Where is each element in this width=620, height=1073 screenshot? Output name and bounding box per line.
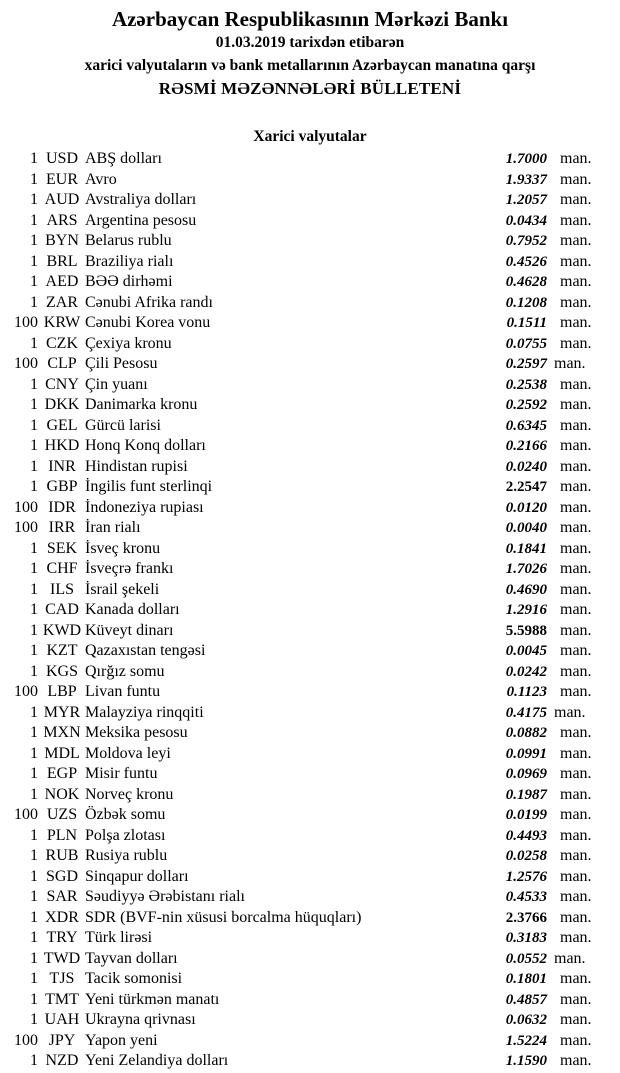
unit-label: man. bbox=[560, 888, 592, 905]
exchange-rate: 0.0755 bbox=[505, 335, 547, 352]
exchange-rate: 0.0552 bbox=[505, 950, 547, 967]
currency-code: TJS bbox=[49, 970, 75, 987]
table-row bbox=[0, 641, 620, 662]
quantity: 1 bbox=[30, 785, 38, 803]
currency-name: Türk lirəsi bbox=[85, 929, 153, 946]
unit-label: man. bbox=[560, 273, 592, 290]
currency-name: Qazaxıstan tengəsi bbox=[85, 642, 206, 659]
exchange-rate: 1.2576 bbox=[505, 868, 547, 885]
currency-name: Tacik somonisi bbox=[85, 970, 183, 987]
exchange-rate: 0.4857 bbox=[505, 991, 547, 1008]
exchange-rate: 0.1511 bbox=[506, 315, 547, 331]
currency-name: Çili Pesosu bbox=[85, 355, 158, 372]
currency-name: Çin yuanı bbox=[85, 375, 148, 393]
table-row bbox=[0, 190, 620, 211]
currency-name: İsveç kronu bbox=[85, 539, 161, 557]
currency-code: BRL bbox=[46, 252, 78, 270]
quantity: 100 bbox=[14, 498, 38, 516]
exchange-rate: 1.7000 bbox=[505, 151, 547, 167]
currency-code: SEK bbox=[46, 539, 78, 557]
table-row bbox=[0, 211, 620, 232]
unit-label: man. bbox=[554, 949, 586, 967]
currency-name: Yeni türkmən manatı bbox=[85, 990, 220, 1008]
currency-name: Qırğız somu bbox=[85, 662, 165, 680]
table-row bbox=[0, 498, 620, 519]
unit-label: man. bbox=[560, 908, 592, 926]
quantity: 1 bbox=[30, 908, 38, 926]
exchange-rate: 0.0045 bbox=[505, 643, 547, 659]
table-row bbox=[0, 559, 620, 580]
table-row bbox=[0, 149, 620, 170]
unit-label: man. bbox=[560, 765, 592, 782]
currency-name: Gürcü larisi bbox=[85, 416, 161, 434]
currency-code: KZT bbox=[46, 642, 78, 659]
unit-label: man. bbox=[560, 1011, 592, 1028]
currency-code: IRR bbox=[48, 519, 76, 536]
quantity: 100 bbox=[14, 806, 38, 823]
table-row bbox=[0, 887, 620, 908]
currency-name: Çexiya kronu bbox=[85, 334, 172, 352]
quantity: 1 bbox=[30, 662, 38, 680]
quantity: 1 bbox=[30, 416, 38, 434]
quantity: 100 bbox=[14, 683, 38, 700]
unit-label: man. bbox=[560, 929, 592, 946]
currency-name: Danimarka kronu bbox=[85, 396, 198, 413]
currency-code: ZAR bbox=[46, 293, 78, 311]
table-row bbox=[0, 723, 620, 744]
currency-name: Argentina pesosu bbox=[85, 211, 197, 229]
currency-code: MXN bbox=[43, 724, 81, 741]
quantity: 1 bbox=[30, 211, 38, 229]
currency-code: UZS bbox=[46, 806, 78, 823]
table-row bbox=[0, 252, 620, 273]
currency-code: SAR bbox=[46, 888, 78, 905]
exchange-rate: 0.0199 bbox=[505, 807, 547, 823]
currency-code: XDR bbox=[45, 908, 79, 926]
currency-name: Meksika pesosu bbox=[85, 724, 188, 741]
currency-name: Cənubi Korea vonu bbox=[85, 314, 211, 331]
unit-label: man. bbox=[560, 437, 592, 454]
exchange-rate: 2.3766 bbox=[505, 909, 547, 926]
exchange-rate: 0.0258 bbox=[505, 848, 547, 864]
unit-label: man. bbox=[560, 293, 592, 311]
table-row bbox=[0, 580, 620, 601]
unit-label: man. bbox=[560, 519, 592, 536]
exchange-rate: 0.1123 bbox=[506, 684, 547, 700]
exchange-rate: 0.4690 bbox=[505, 581, 547, 598]
exchange-rate: 0.4175 bbox=[505, 704, 547, 721]
quantity: 1 bbox=[30, 1011, 38, 1028]
exchange-rate: 0.7952 bbox=[505, 233, 547, 249]
quantity: 1 bbox=[30, 642, 38, 659]
currency-code: SGD bbox=[45, 867, 78, 885]
bulletin-title: RƏSMİ MƏZƏNNƏLƏRİ BÜLLETENİ bbox=[158, 79, 462, 98]
quantity: 1 bbox=[30, 232, 38, 249]
table-row bbox=[0, 231, 620, 252]
currency-code: DKK bbox=[44, 396, 80, 413]
unit-label: man. bbox=[560, 580, 592, 598]
currency-name: Yapon yeni bbox=[85, 1031, 158, 1049]
table-row bbox=[0, 313, 620, 334]
table-row bbox=[0, 436, 620, 457]
table-row bbox=[0, 375, 620, 396]
quantity: 1 bbox=[30, 437, 38, 454]
quantity: 1 bbox=[30, 478, 38, 495]
quantity: 100 bbox=[14, 1031, 38, 1049]
exchange-rate: 0.0969 bbox=[505, 766, 547, 782]
currency-code: JPY bbox=[48, 1031, 76, 1049]
bank-title: Azərbaycan Respublikasının Mərkəzi Bankı bbox=[111, 7, 509, 31]
currency-code: CLP bbox=[47, 355, 77, 372]
currency-name: Norveç kronu bbox=[85, 785, 174, 803]
unit-label: man. bbox=[560, 970, 592, 987]
exchange-rate: 0.4526 bbox=[505, 253, 547, 270]
quantity: 1 bbox=[30, 375, 38, 393]
exchange-rate: 0.4493 bbox=[505, 827, 547, 844]
table-row bbox=[0, 990, 620, 1011]
unit-label: man. bbox=[560, 560, 592, 577]
currency-name: Səudiyyə Ərəbistanı rialı bbox=[85, 888, 245, 905]
table-row bbox=[0, 477, 620, 498]
exchange-rate: 0.2592 bbox=[505, 397, 547, 413]
exchange-rate: 0.0882 bbox=[505, 725, 547, 741]
exchange-rate: 0.0040 bbox=[505, 520, 547, 536]
unit-label: man. bbox=[560, 170, 592, 188]
quantity: 1 bbox=[30, 1052, 38, 1069]
quantity: 1 bbox=[30, 703, 38, 721]
table-row bbox=[0, 170, 620, 191]
table-row bbox=[0, 928, 620, 949]
currency-code: KWD bbox=[42, 621, 82, 639]
quantity: 1 bbox=[30, 293, 38, 311]
quantity: 100 bbox=[14, 314, 38, 331]
exchange-rate: 0.1208 bbox=[505, 294, 547, 311]
table-row bbox=[0, 518, 620, 539]
table-row bbox=[0, 416, 620, 437]
unit-label: man. bbox=[560, 478, 592, 495]
currency-name: Hindistan rupisi bbox=[85, 457, 188, 475]
table-row bbox=[0, 457, 620, 478]
currency-name: Moldova leyi bbox=[85, 744, 171, 762]
quantity: 1 bbox=[30, 539, 38, 557]
currency-name: Misir funtu bbox=[85, 765, 158, 782]
currency-code: KRW bbox=[43, 314, 81, 331]
quantity: 1 bbox=[30, 724, 38, 741]
unit-label: man. bbox=[560, 1052, 592, 1069]
exchange-rate: 0.6345 bbox=[505, 417, 547, 434]
unit-label: man. bbox=[554, 355, 586, 372]
table-row bbox=[0, 682, 620, 703]
quantity: 1 bbox=[30, 580, 38, 598]
unit-label: man. bbox=[560, 539, 592, 557]
exchange-rate: 1.7026 bbox=[505, 561, 547, 577]
table-row bbox=[0, 826, 620, 847]
exchange-rate: 0.2538 bbox=[505, 376, 547, 393]
quantity: 1 bbox=[30, 170, 38, 188]
table-row bbox=[0, 662, 620, 683]
currency-name: İran rialı bbox=[85, 519, 141, 536]
currency-code: CNY bbox=[45, 375, 79, 393]
currency-code: GEL bbox=[46, 416, 78, 434]
currency-code: AUD bbox=[44, 191, 80, 208]
quantity: 1 bbox=[30, 191, 38, 208]
quantity: 1 bbox=[30, 150, 38, 167]
exchange-rate: 0.0120 bbox=[505, 499, 547, 516]
currency-name: Honq Konq dolları bbox=[85, 437, 206, 454]
exchange-rate: 1.9337 bbox=[505, 171, 547, 188]
table-row bbox=[0, 293, 620, 314]
exchange-rate: 1.2916 bbox=[505, 602, 547, 618]
table-row bbox=[0, 354, 620, 375]
currency-code: BYN bbox=[45, 232, 79, 249]
currency-name: Ukrayna qrivnası bbox=[85, 1011, 196, 1028]
exchange-rate: 0.2597 bbox=[505, 356, 547, 372]
quantity: 1 bbox=[30, 252, 38, 270]
unit-label: man. bbox=[560, 191, 592, 208]
currency-name: Yeni Zelandiya dolları bbox=[85, 1052, 229, 1069]
quantity: 1 bbox=[30, 601, 38, 618]
quantity: 1 bbox=[30, 334, 38, 352]
table-row bbox=[0, 1051, 620, 1072]
currency-code: TWD bbox=[43, 949, 81, 967]
unit-label: man. bbox=[560, 416, 592, 434]
unit-label: man. bbox=[560, 785, 592, 803]
currency-name: İsveçrə frankı bbox=[85, 560, 174, 577]
table-row bbox=[0, 703, 620, 724]
currency-code: MYR bbox=[43, 703, 81, 721]
quantity: 1 bbox=[30, 744, 38, 762]
unit-label: man. bbox=[560, 724, 592, 741]
table-row bbox=[0, 949, 620, 970]
currency-code: CAD bbox=[45, 601, 79, 618]
exchange-rate: 0.0991 bbox=[505, 745, 547, 762]
currency-code: CHF bbox=[46, 560, 78, 577]
currency-name: Cənubi Afrika randı bbox=[85, 293, 213, 311]
quantity: 1 bbox=[30, 457, 38, 475]
unit-label: man. bbox=[560, 867, 592, 885]
currency-name: BƏƏ dirhəmi bbox=[85, 273, 173, 290]
currency-code: PLN bbox=[46, 826, 78, 844]
exchange-rate: 0.1987 bbox=[505, 786, 547, 803]
table-row bbox=[0, 744, 620, 765]
currency-name: Avstraliya dolları bbox=[85, 191, 197, 208]
currency-name: Özbək somu bbox=[85, 806, 166, 823]
quantity: 1 bbox=[30, 396, 38, 413]
currency-name: Braziliya rialı bbox=[85, 252, 174, 270]
unit-label: man. bbox=[560, 150, 592, 167]
quantity: 100 bbox=[14, 355, 38, 372]
rates-table bbox=[0, 149, 620, 1072]
exchange-rate: 1.1590 bbox=[505, 1053, 547, 1069]
table-row bbox=[0, 1031, 620, 1052]
exchange-rate: 0.1841 bbox=[505, 540, 547, 557]
currency-code: EUR bbox=[46, 170, 78, 188]
currency-code: RUB bbox=[45, 847, 79, 864]
quantity: 1 bbox=[30, 949, 38, 967]
effective-date: 01.03.2019 tarixdən etibarən bbox=[215, 34, 405, 51]
currency-code: USD bbox=[45, 150, 78, 167]
unit-label: man. bbox=[560, 744, 592, 762]
currency-code: AED bbox=[45, 273, 79, 290]
currency-code: UAH bbox=[44, 1011, 80, 1028]
currency-code: KGS bbox=[45, 662, 78, 680]
unit-label: man. bbox=[560, 232, 592, 249]
bulletin-subtitle: xarici valyutaların və bank metallarının Azərbaycan manatına qarşı bbox=[84, 57, 536, 74]
currency-name: Tayvan dolları bbox=[85, 949, 178, 967]
table-row bbox=[0, 539, 620, 560]
currency-name: Polşa zlotası bbox=[85, 826, 166, 844]
table-row bbox=[0, 805, 620, 826]
table-row bbox=[0, 600, 620, 621]
currency-name: Livan funtu bbox=[85, 683, 161, 700]
currency-code: EGP bbox=[46, 765, 78, 782]
unit-label: man. bbox=[560, 1031, 592, 1049]
table-row bbox=[0, 908, 620, 929]
section-title-foreign-currencies: Xarici valyutalar bbox=[253, 128, 367, 145]
currency-name: SDR (BVF-nin xüsusi borcalma hüquqları) bbox=[85, 908, 362, 926]
currency-code: MDL bbox=[44, 744, 80, 762]
currency-name: Kanada dolları bbox=[85, 601, 180, 618]
quantity: 1 bbox=[30, 867, 38, 885]
unit-label: man. bbox=[560, 683, 592, 700]
table-row bbox=[0, 334, 620, 355]
exchange-rate: 5.5988 bbox=[505, 622, 547, 639]
exchange-rate: 0.1801 bbox=[505, 971, 547, 987]
currency-code: GBP bbox=[46, 478, 78, 495]
table-row bbox=[0, 785, 620, 806]
currency-name: Rusiya rublu bbox=[85, 847, 168, 864]
unit-label: man. bbox=[560, 847, 592, 864]
currency-code: INR bbox=[48, 457, 76, 475]
table-row bbox=[0, 395, 620, 416]
quantity: 1 bbox=[30, 826, 38, 844]
currency-code: NOK bbox=[44, 785, 80, 803]
exchange-rate: 0.3183 bbox=[505, 930, 547, 946]
exchange-rate: 0.4533 bbox=[505, 889, 547, 905]
currency-name: İsrail şekeli bbox=[85, 580, 160, 598]
table-row bbox=[0, 1010, 620, 1031]
unit-label: man. bbox=[560, 662, 592, 680]
currency-name: İngilis funt sterlinqi bbox=[85, 478, 213, 495]
unit-label: man. bbox=[560, 252, 592, 270]
exchange-rate: 0.0434 bbox=[505, 212, 547, 229]
currency-name: ABŞ dolları bbox=[85, 150, 162, 167]
quantity: 1 bbox=[30, 765, 38, 782]
table-row bbox=[0, 764, 620, 785]
unit-label: man. bbox=[560, 457, 592, 475]
currency-code: IDR bbox=[48, 498, 76, 516]
unit-label: man. bbox=[554, 703, 586, 721]
currency-name: Küveyt dinarı bbox=[85, 621, 174, 639]
currency-code: ARS bbox=[46, 211, 78, 229]
exchange-rate: 0.0632 bbox=[505, 1012, 547, 1028]
unit-label: man. bbox=[560, 314, 592, 331]
unit-label: man. bbox=[560, 806, 592, 823]
unit-label: man. bbox=[560, 375, 592, 393]
exchange-rate: 0.4628 bbox=[505, 274, 547, 290]
unit-label: man. bbox=[560, 334, 592, 352]
currency-code: CZK bbox=[46, 334, 78, 352]
unit-label: man. bbox=[560, 396, 592, 413]
unit-label: man. bbox=[560, 826, 592, 844]
unit-label: man. bbox=[560, 601, 592, 618]
quantity: 1 bbox=[30, 990, 38, 1008]
quantity: 1 bbox=[30, 929, 38, 946]
unit-label: man. bbox=[560, 990, 592, 1008]
exchange-rate: 1.2057 bbox=[505, 192, 547, 208]
exchange-rate: 2.2547 bbox=[505, 479, 547, 495]
table-row bbox=[0, 867, 620, 888]
currency-code: TMT bbox=[45, 990, 79, 1008]
unit-label: man. bbox=[560, 621, 592, 639]
table-row bbox=[0, 272, 620, 293]
quantity: 1 bbox=[30, 273, 38, 290]
quantity: 1 bbox=[30, 888, 38, 905]
currency-code: ILS bbox=[50, 580, 74, 598]
unit-label: man. bbox=[560, 642, 592, 659]
currency-code: HKD bbox=[44, 437, 80, 454]
quantity: 1 bbox=[30, 970, 38, 987]
table-row bbox=[0, 621, 620, 642]
quantity: 1 bbox=[30, 560, 38, 577]
table-row bbox=[0, 969, 620, 990]
currency-name: Sinqapur dolları bbox=[85, 867, 189, 885]
exchange-rate: 0.0240 bbox=[505, 458, 547, 475]
currency-name: Belarus rublu bbox=[85, 232, 172, 249]
currency-code: NZD bbox=[45, 1052, 79, 1069]
currency-name: İndoneziya rupiası bbox=[85, 498, 204, 516]
currency-name: Avro bbox=[85, 170, 117, 188]
table-row bbox=[0, 846, 620, 867]
exchange-rate: 0.0242 bbox=[505, 663, 547, 680]
currency-name: Malayziya rinqqiti bbox=[85, 703, 204, 721]
quantity: 100 bbox=[14, 519, 38, 536]
exchange-rate: 1.5224 bbox=[505, 1032, 547, 1049]
currency-code: LBP bbox=[47, 683, 77, 700]
quantity: 1 bbox=[30, 847, 38, 864]
unit-label: man. bbox=[560, 211, 592, 229]
exchange-rate: 0.2166 bbox=[505, 438, 547, 454]
unit-label: man. bbox=[560, 498, 592, 516]
currency-code: TRY bbox=[46, 929, 78, 946]
quantity: 1 bbox=[30, 621, 38, 639]
